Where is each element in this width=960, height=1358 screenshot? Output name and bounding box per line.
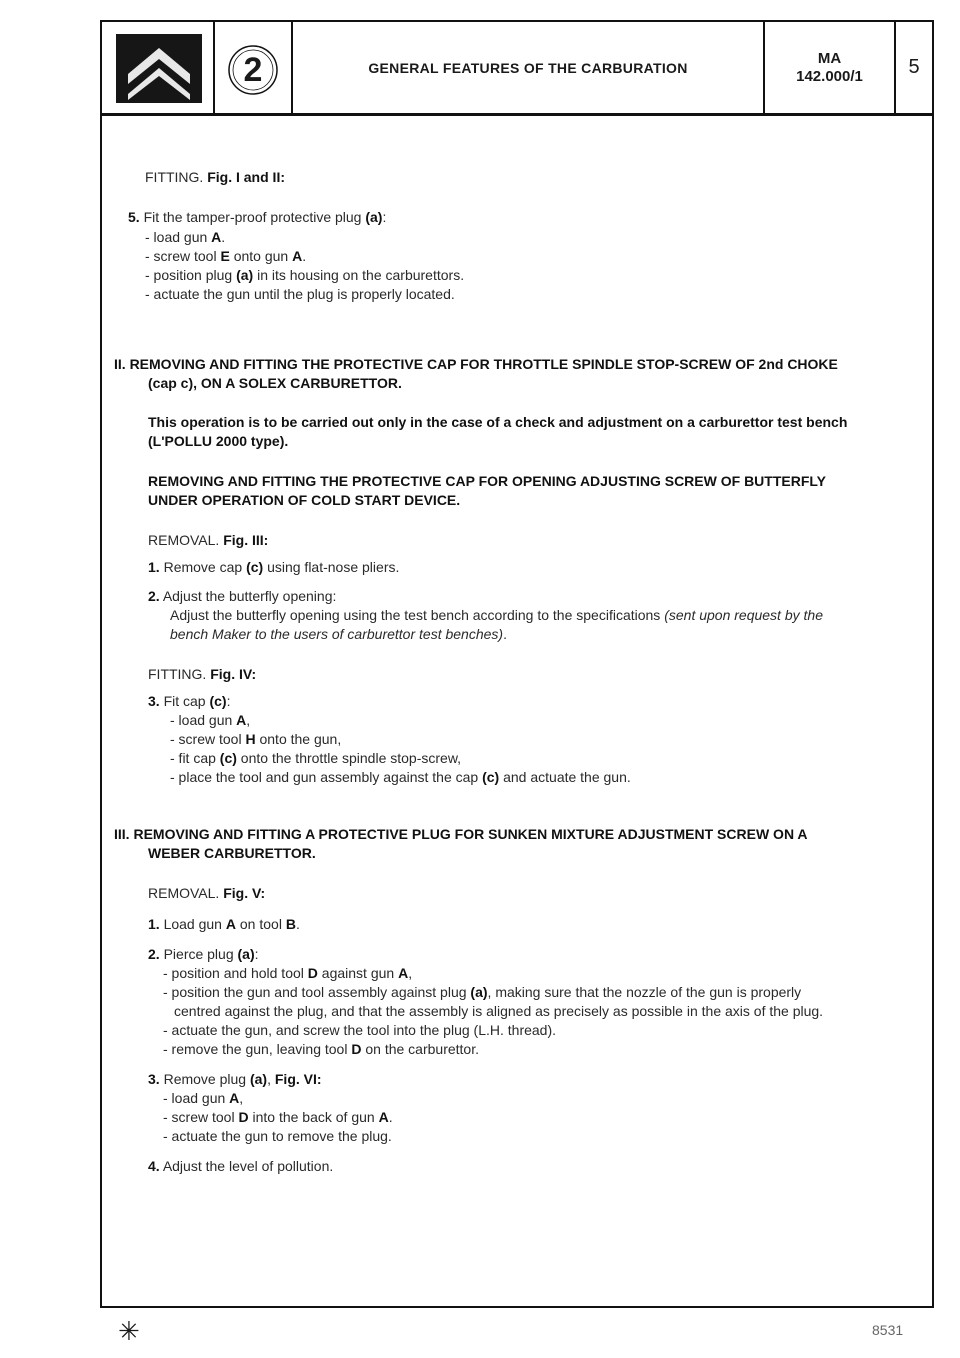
section2-step2: 2. Adjust the butterfly opening:: [148, 588, 337, 604]
section-number-cell: [215, 22, 293, 113]
section-number: 2: [243, 51, 263, 89]
section2-sub-line1: REMOVING AND FITTING THE PROTECTIVE CAP FOR OPENING ADJUSTING SCREW OF BUTTERFLY: [148, 473, 826, 489]
page-number: 5: [908, 56, 920, 78]
section2-sub-line2: UNDER OPERATION OF COLD START DEVICE.: [148, 492, 461, 508]
section2-step3-bullet-2: - screw tool H onto the gun,: [170, 731, 342, 747]
section2-title-line2: (cap c), ON A SOLEX CARBURETTOR.: [148, 375, 402, 391]
section3-step2-bullet-3: - actuate the gun, and screw the tool into the plug (L.H. thread).: [163, 1022, 557, 1038]
fitting1-step5: 5. Fit the tamper-proof protective plug (a):: [128, 209, 387, 225]
section2-step3-bullet-4: - place the tool and gun assembly against the cap (c) and actuate the gun.: [170, 769, 631, 785]
document-header: [100, 20, 934, 116]
section3-step2-bullet-2: - position the gun and tool assembly against plug (a), making sure that the nozzle of the gun is properly: [163, 984, 802, 1000]
section3-step2-bullet-4: - remove the gun, leaving tool D on the carburettor.: [163, 1041, 479, 1057]
section2-fitting-heading: FITTING. Fig. IV:: [148, 666, 257, 682]
section2-step2-line2: Adjust the butterfly opening using the test bench according to the specifications (sent upon request by the: [170, 607, 823, 623]
citroen-logo: [116, 34, 202, 103]
logo-cell: [102, 22, 215, 113]
code-line2: 142.000/1: [796, 67, 863, 85]
section2-step2-line3: bench Maker to the users of carburettor test benches).: [170, 626, 507, 642]
page-number-cell: [896, 22, 932, 113]
fitting1-bullet-2: - screw tool E onto gun A.: [145, 248, 307, 264]
section3-step2-bullet-1: - position and hold tool D against gun A,: [163, 965, 413, 981]
section3-step2: 2. Pierce plug (a):: [148, 946, 259, 962]
section3-step3-bullet-3: - actuate the gun to remove the plug.: [163, 1128, 392, 1144]
section3-step4: 4. Adjust the level of pollution.: [148, 1158, 334, 1174]
fitting1-bullet-1: - load gun A.: [145, 229, 226, 245]
section2-step1: 1. Remove cap (c) using flat-nose pliers.: [148, 559, 400, 575]
section2-step3-bullet-1: - load gun A,: [170, 712, 251, 728]
document-title: GENERAL FEATURES OF THE CARBURATION: [368, 59, 688, 76]
code-line1: MA: [817, 49, 842, 67]
fitting1-heading: FITTING. Fig. I and II:: [145, 169, 285, 185]
fitting1-bullet-4: - actuate the gun until the plug is properly located.: [145, 286, 455, 302]
footer-code: 8531: [872, 1322, 904, 1338]
section2-removal-heading: REMOVAL. Fig. III:: [148, 532, 269, 548]
section3-step3: 3. Remove plug (a), Fig. VI:: [148, 1071, 322, 1087]
reference-code-cell: [765, 22, 896, 113]
title-cell: [293, 22, 765, 113]
section2-note-line1: This operation is to be carried out only in the case of a check and adjustment on a carburettor test bench: [148, 414, 848, 430]
fitting1-bullet-3: - position plug (a) in its housing on the carburettors.: [145, 267, 465, 283]
asterisk-icon: ✳: [118, 1316, 140, 1346]
section3-removal-heading: REMOVAL. Fig. V:: [148, 885, 266, 901]
section2-step3-bullet-3: - fit cap (c) onto the throttle spindle stop-screw,: [170, 750, 462, 766]
section2-note-line2: (L'POLLU 2000 type).: [148, 433, 289, 449]
section3-title-line2: WEBER CARBURETTOR.: [148, 845, 316, 861]
section3-step3-bullet-2: - screw tool D into the back of gun A.: [163, 1109, 393, 1125]
section3-step1: 1. Load gun A on tool B.: [148, 916, 300, 932]
section3-title-line1: III. REMOVING AND FITTING A PROTECTIVE PLUG FOR SUNKEN MIXTURE ADJUSTMENT SCREW ON A: [114, 826, 808, 842]
section2-title-line1: II. REMOVING AND FITTING THE PROTECTIVE CAP FOR THROTTLE SPINDLE STOP-SCREW OF 2nd CHOKE: [114, 356, 838, 372]
section2-step3: 3. Fit cap (c):: [148, 693, 231, 709]
section3-step3-bullet-1: - load gun A,: [163, 1090, 244, 1106]
section3-step2-bullet-2-cont: centred against the plug, and that the assembly is aligned as precisely as possible in the axis of the plug.: [174, 1003, 824, 1019]
